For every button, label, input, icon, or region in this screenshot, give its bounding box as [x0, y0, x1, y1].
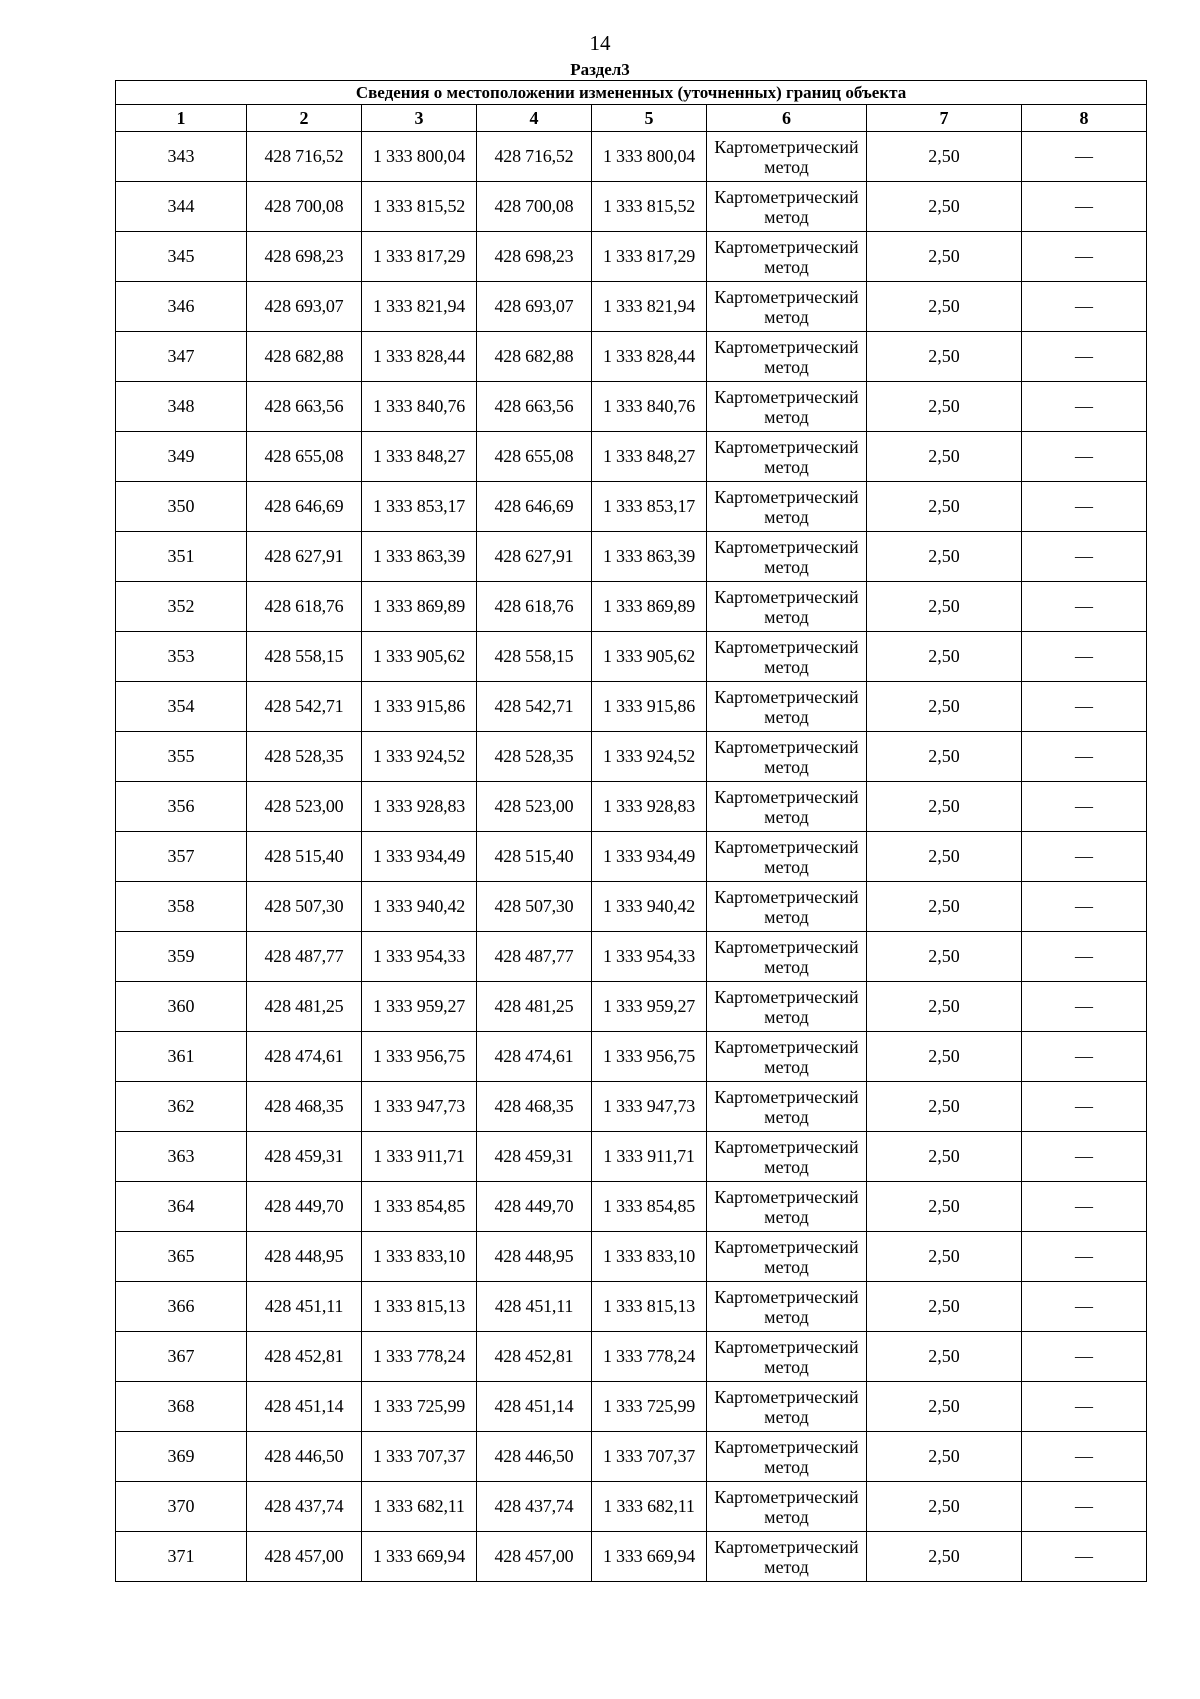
x-old-cell: 428 507,30: [247, 882, 362, 932]
accuracy-cell: 2,50: [867, 132, 1022, 182]
y-old-cell: 1 333 853,17: [362, 482, 477, 532]
x-old-cell: 428 528,35: [247, 732, 362, 782]
y-new-cell: 1 333 815,52: [592, 182, 707, 232]
column-header: 1: [116, 105, 247, 132]
y-new-cell: 1 333 940,42: [592, 882, 707, 932]
accuracy-cell: 2,50: [867, 382, 1022, 432]
column-header: 2: [247, 105, 362, 132]
x-old-cell: 428 451,11: [247, 1282, 362, 1332]
note-cell: —: [1022, 1232, 1147, 1282]
x-old-cell: 428 693,07: [247, 282, 362, 332]
x-new-cell: 428 474,61: [477, 1032, 592, 1082]
note-cell: —: [1022, 1532, 1147, 1582]
method-cell: Картометрический метод: [707, 132, 867, 182]
y-old-cell: 1 333 833,10: [362, 1232, 477, 1282]
note-cell: —: [1022, 532, 1147, 582]
section-title: Раздел3: [570, 60, 630, 79]
point-number-cell: 365: [116, 1232, 247, 1282]
accuracy-cell: 2,50: [867, 1082, 1022, 1132]
table-row: [116, 232, 1147, 282]
method-cell: Картометрический метод: [707, 782, 867, 832]
method-cell: Картометрический метод: [707, 1232, 867, 1282]
method-cell: Картометрический метод: [707, 1532, 867, 1582]
method-cell: Картометрический метод: [707, 1032, 867, 1082]
note-cell: —: [1022, 1382, 1147, 1432]
x-new-cell: 428 700,08: [477, 182, 592, 232]
note-cell: —: [1022, 1332, 1147, 1382]
note-cell: —: [1022, 782, 1147, 832]
accuracy-cell: 2,50: [867, 682, 1022, 732]
method-cell: Картометрический метод: [707, 832, 867, 882]
point-number-cell: 357: [116, 832, 247, 882]
y-old-cell: 1 333 934,49: [362, 832, 477, 882]
accuracy-cell: 2,50: [867, 282, 1022, 332]
x-old-cell: 428 474,61: [247, 1032, 362, 1082]
y-new-cell: 1 333 833,10: [592, 1232, 707, 1282]
x-old-cell: 428 682,88: [247, 332, 362, 382]
table-row: [116, 632, 1147, 682]
point-number-cell: 359: [116, 932, 247, 982]
accuracy-cell: 2,50: [867, 982, 1022, 1032]
accuracy-cell: 2,50: [867, 332, 1022, 382]
x-new-cell: 428 448,95: [477, 1232, 592, 1282]
note-cell: —: [1022, 232, 1147, 282]
y-old-cell: 1 333 815,13: [362, 1282, 477, 1332]
coordinates-table: [115, 80, 1147, 1582]
x-new-cell: 428 457,00: [477, 1532, 592, 1582]
accuracy-cell: 2,50: [867, 1532, 1022, 1582]
note-cell: —: [1022, 132, 1147, 182]
y-old-cell: 1 333 840,76: [362, 382, 477, 432]
note-cell: —: [1022, 1432, 1147, 1482]
y-old-cell: 1 333 928,83: [362, 782, 477, 832]
method-cell: Картометрический метод: [707, 982, 867, 1032]
point-number-cell: 362: [116, 1082, 247, 1132]
x-old-cell: 428 451,14: [247, 1382, 362, 1432]
table-row: [116, 1082, 1147, 1132]
accuracy-cell: 2,50: [867, 1032, 1022, 1082]
x-old-cell: 428 716,52: [247, 132, 362, 182]
x-new-cell: 428 682,88: [477, 332, 592, 382]
note-cell: —: [1022, 432, 1147, 482]
accuracy-cell: 2,50: [867, 1232, 1022, 1282]
y-new-cell: 1 333 778,24: [592, 1332, 707, 1382]
x-new-cell: 428 451,11: [477, 1282, 592, 1332]
x-new-cell: 428 468,35: [477, 1082, 592, 1132]
table-caption-row: [116, 81, 1147, 105]
x-new-cell: 428 459,31: [477, 1132, 592, 1182]
y-new-cell: 1 333 821,94: [592, 282, 707, 332]
note-cell: —: [1022, 1082, 1147, 1132]
method-cell: Картометрический метод: [707, 1182, 867, 1232]
method-cell: Картометрический метод: [707, 1482, 867, 1532]
x-new-cell: 428 698,23: [477, 232, 592, 282]
x-new-cell: 428 693,07: [477, 282, 592, 332]
note-cell: —: [1022, 1132, 1147, 1182]
note-cell: —: [1022, 982, 1147, 1032]
x-new-cell: 428 523,00: [477, 782, 592, 832]
accuracy-cell: 2,50: [867, 1432, 1022, 1482]
note-cell: —: [1022, 1182, 1147, 1232]
x-old-cell: 428 663,56: [247, 382, 362, 432]
table-header-row: [116, 105, 1147, 132]
point-number-cell: 350: [116, 482, 247, 532]
y-old-cell: 1 333 905,62: [362, 632, 477, 682]
x-new-cell: 428 618,76: [477, 582, 592, 632]
table-row: [116, 532, 1147, 582]
y-old-cell: 1 333 778,24: [362, 1332, 477, 1382]
point-number-cell: 352: [116, 582, 247, 632]
x-old-cell: 428 448,95: [247, 1232, 362, 1282]
x-old-cell: 428 487,77: [247, 932, 362, 982]
method-cell: Картометрический метод: [707, 432, 867, 482]
method-cell: Картометрический метод: [707, 382, 867, 432]
y-new-cell: 1 333 956,75: [592, 1032, 707, 1082]
point-number-cell: 346: [116, 282, 247, 332]
note-cell: —: [1022, 732, 1147, 782]
table-row: [116, 332, 1147, 382]
point-number-cell: 360: [116, 982, 247, 1032]
accuracy-cell: 2,50: [867, 1382, 1022, 1432]
y-old-cell: 1 333 815,52: [362, 182, 477, 232]
x-old-cell: 428 698,23: [247, 232, 362, 282]
column-header: 8: [1022, 105, 1147, 132]
x-new-cell: 428 558,15: [477, 632, 592, 682]
accuracy-cell: 2,50: [867, 1332, 1022, 1382]
x-old-cell: 428 449,70: [247, 1182, 362, 1232]
method-cell: Картометрический метод: [707, 682, 867, 732]
accuracy-cell: 2,50: [867, 232, 1022, 282]
table-row: [116, 882, 1147, 932]
accuracy-cell: 2,50: [867, 832, 1022, 882]
point-number-cell: 358: [116, 882, 247, 932]
y-new-cell: 1 333 915,86: [592, 682, 707, 732]
table-row: [116, 1032, 1147, 1082]
y-new-cell: 1 333 869,89: [592, 582, 707, 632]
table-row: [116, 1282, 1147, 1332]
point-number-cell: 355: [116, 732, 247, 782]
column-header: 5: [592, 105, 707, 132]
table-row: [116, 382, 1147, 432]
point-number-cell: 345: [116, 232, 247, 282]
y-old-cell: 1 333 940,42: [362, 882, 477, 932]
table-row: [116, 582, 1147, 632]
x-old-cell: 428 468,35: [247, 1082, 362, 1132]
point-number-cell: 348: [116, 382, 247, 432]
note-cell: —: [1022, 882, 1147, 932]
point-number-cell: 361: [116, 1032, 247, 1082]
table-row: [116, 932, 1147, 982]
x-new-cell: 428 437,74: [477, 1482, 592, 1532]
x-new-cell: 428 716,52: [477, 132, 592, 182]
y-new-cell: 1 333 934,49: [592, 832, 707, 882]
y-old-cell: 1 333 863,39: [362, 532, 477, 582]
method-cell: Картометрический метод: [707, 732, 867, 782]
y-new-cell: 1 333 848,27: [592, 432, 707, 482]
method-cell: Картометрический метод: [707, 1432, 867, 1482]
column-header: 6: [707, 105, 867, 132]
y-old-cell: 1 333 915,86: [362, 682, 477, 732]
x-old-cell: 428 627,91: [247, 532, 362, 582]
note-cell: —: [1022, 682, 1147, 732]
note-cell: —: [1022, 182, 1147, 232]
y-old-cell: 1 333 682,11: [362, 1482, 477, 1532]
x-old-cell: 428 481,25: [247, 982, 362, 1032]
method-cell: Картометрический метод: [707, 632, 867, 682]
y-new-cell: 1 333 853,17: [592, 482, 707, 532]
y-old-cell: 1 333 828,44: [362, 332, 477, 382]
x-new-cell: 428 446,50: [477, 1432, 592, 1482]
method-cell: Картометрический метод: [707, 182, 867, 232]
point-number-cell: 366: [116, 1282, 247, 1332]
table-row: [116, 1332, 1147, 1382]
y-old-cell: 1 333 800,04: [362, 132, 477, 182]
accuracy-cell: 2,50: [867, 182, 1022, 232]
y-new-cell: 1 333 905,62: [592, 632, 707, 682]
x-old-cell: 428 646,69: [247, 482, 362, 532]
column-header: 4: [477, 105, 592, 132]
x-new-cell: 428 449,70: [477, 1182, 592, 1232]
y-new-cell: 1 333 815,13: [592, 1282, 707, 1332]
note-cell: —: [1022, 382, 1147, 432]
note-cell: —: [1022, 1482, 1147, 1532]
table-row: [116, 1532, 1147, 1582]
x-old-cell: 428 700,08: [247, 182, 362, 232]
method-cell: Картометрический метод: [707, 532, 867, 582]
table-row: [116, 182, 1147, 232]
y-old-cell: 1 333 854,85: [362, 1182, 477, 1232]
y-old-cell: 1 333 959,27: [362, 982, 477, 1032]
y-new-cell: 1 333 959,27: [592, 982, 707, 1032]
point-number-cell: 343: [116, 132, 247, 182]
x-old-cell: 428 446,50: [247, 1432, 362, 1482]
table-row: [116, 482, 1147, 532]
point-number-cell: 371: [116, 1532, 247, 1582]
point-number-cell: 369: [116, 1432, 247, 1482]
y-old-cell: 1 333 707,37: [362, 1432, 477, 1482]
y-old-cell: 1 333 956,75: [362, 1032, 477, 1082]
y-new-cell: 1 333 911,71: [592, 1132, 707, 1182]
x-new-cell: 428 481,25: [477, 982, 592, 1032]
method-cell: Картометрический метод: [707, 582, 867, 632]
table-row: [116, 1482, 1147, 1532]
y-new-cell: 1 333 954,33: [592, 932, 707, 982]
table-row: [116, 1382, 1147, 1432]
point-number-cell: 349: [116, 432, 247, 482]
table-row: [116, 832, 1147, 882]
y-new-cell: 1 333 924,52: [592, 732, 707, 782]
note-cell: —: [1022, 832, 1147, 882]
point-number-cell: 351: [116, 532, 247, 582]
table-row: [116, 432, 1147, 482]
x-new-cell: 428 655,08: [477, 432, 592, 482]
table-row: [116, 782, 1147, 832]
y-old-cell: 1 333 848,27: [362, 432, 477, 482]
accuracy-cell: 2,50: [867, 432, 1022, 482]
method-cell: Картометрический метод: [707, 1132, 867, 1182]
point-number-cell: 364: [116, 1182, 247, 1232]
y-new-cell: 1 333 682,11: [592, 1482, 707, 1532]
point-number-cell: 344: [116, 182, 247, 232]
y-old-cell: 1 333 869,89: [362, 582, 477, 632]
accuracy-cell: 2,50: [867, 732, 1022, 782]
x-new-cell: 428 507,30: [477, 882, 592, 932]
y-old-cell: 1 333 725,99: [362, 1382, 477, 1432]
accuracy-cell: 2,50: [867, 1482, 1022, 1532]
table-row: [116, 732, 1147, 782]
y-old-cell: 1 333 817,29: [362, 232, 477, 282]
note-cell: —: [1022, 332, 1147, 382]
table-caption: Сведения о местоположении измененных (уточненных) границ объекта: [116, 81, 1147, 105]
x-old-cell: 428 655,08: [247, 432, 362, 482]
point-number-cell: 367: [116, 1332, 247, 1382]
x-new-cell: 428 542,71: [477, 682, 592, 732]
table-row: [116, 1132, 1147, 1182]
table-row: [116, 982, 1147, 1032]
y-old-cell: 1 333 911,71: [362, 1132, 477, 1182]
table-row: [116, 282, 1147, 332]
x-new-cell: 428 528,35: [477, 732, 592, 782]
x-old-cell: 428 459,31: [247, 1132, 362, 1182]
point-number-cell: 368: [116, 1382, 247, 1432]
note-cell: —: [1022, 582, 1147, 632]
accuracy-cell: 2,50: [867, 882, 1022, 932]
accuracy-cell: 2,50: [867, 932, 1022, 982]
table-row: [116, 132, 1147, 182]
y-new-cell: 1 333 947,73: [592, 1082, 707, 1132]
method-cell: Картометрический метод: [707, 1082, 867, 1132]
y-new-cell: 1 333 817,29: [592, 232, 707, 282]
page-number: 14: [589, 31, 611, 55]
x-old-cell: 428 457,00: [247, 1532, 362, 1582]
table-row: [116, 682, 1147, 732]
column-header: 7: [867, 105, 1022, 132]
accuracy-cell: 2,50: [867, 782, 1022, 832]
x-old-cell: 428 515,40: [247, 832, 362, 882]
method-cell: Картометрический метод: [707, 1332, 867, 1382]
x-new-cell: 428 663,56: [477, 382, 592, 432]
x-old-cell: 428 558,15: [247, 632, 362, 682]
y-new-cell: 1 333 854,85: [592, 1182, 707, 1232]
table-row: [116, 1232, 1147, 1282]
method-cell: Картометрический метод: [707, 1282, 867, 1332]
note-cell: —: [1022, 932, 1147, 982]
y-new-cell: 1 333 669,94: [592, 1532, 707, 1582]
accuracy-cell: 2,50: [867, 482, 1022, 532]
point-number-cell: 363: [116, 1132, 247, 1182]
x-new-cell: 428 452,81: [477, 1332, 592, 1382]
accuracy-cell: 2,50: [867, 532, 1022, 582]
accuracy-cell: 2,50: [867, 1132, 1022, 1182]
note-cell: —: [1022, 1032, 1147, 1082]
accuracy-cell: 2,50: [867, 1182, 1022, 1232]
accuracy-cell: 2,50: [867, 582, 1022, 632]
y-new-cell: 1 333 725,99: [592, 1382, 707, 1432]
note-cell: —: [1022, 632, 1147, 682]
y-old-cell: 1 333 947,73: [362, 1082, 477, 1132]
method-cell: Картометрический метод: [707, 332, 867, 382]
y-new-cell: 1 333 828,44: [592, 332, 707, 382]
x-new-cell: 428 646,69: [477, 482, 592, 532]
y-new-cell: 1 333 928,83: [592, 782, 707, 832]
point-number-cell: 347: [116, 332, 247, 382]
note-cell: —: [1022, 1282, 1147, 1332]
y-new-cell: 1 333 707,37: [592, 1432, 707, 1482]
x-new-cell: 428 627,91: [477, 532, 592, 582]
x-old-cell: 428 542,71: [247, 682, 362, 732]
table-row: [116, 1182, 1147, 1232]
point-number-cell: 354: [116, 682, 247, 732]
note-cell: —: [1022, 282, 1147, 332]
table-row: [116, 1432, 1147, 1482]
point-number-cell: 353: [116, 632, 247, 682]
x-old-cell: 428 618,76: [247, 582, 362, 632]
method-cell: Картометрический метод: [707, 232, 867, 282]
x-new-cell: 428 487,77: [477, 932, 592, 982]
x-old-cell: 428 437,74: [247, 1482, 362, 1532]
method-cell: Картометрический метод: [707, 1382, 867, 1432]
y-new-cell: 1 333 800,04: [592, 132, 707, 182]
method-cell: Картометрический метод: [707, 932, 867, 982]
point-number-cell: 356: [116, 782, 247, 832]
point-number-cell: 370: [116, 1482, 247, 1532]
y-old-cell: 1 333 954,33: [362, 932, 477, 982]
x-old-cell: 428 523,00: [247, 782, 362, 832]
method-cell: Картометрический метод: [707, 482, 867, 532]
note-cell: —: [1022, 482, 1147, 532]
column-header: 3: [362, 105, 477, 132]
method-cell: Картометрический метод: [707, 882, 867, 932]
y-old-cell: 1 333 669,94: [362, 1532, 477, 1582]
y-old-cell: 1 333 821,94: [362, 282, 477, 332]
method-cell: Картометрический метод: [707, 282, 867, 332]
y-old-cell: 1 333 924,52: [362, 732, 477, 782]
x-new-cell: 428 451,14: [477, 1382, 592, 1432]
accuracy-cell: 2,50: [867, 632, 1022, 682]
y-new-cell: 1 333 863,39: [592, 532, 707, 582]
accuracy-cell: 2,50: [867, 1282, 1022, 1332]
y-new-cell: 1 333 840,76: [592, 382, 707, 432]
x-old-cell: 428 452,81: [247, 1332, 362, 1382]
x-new-cell: 428 515,40: [477, 832, 592, 882]
